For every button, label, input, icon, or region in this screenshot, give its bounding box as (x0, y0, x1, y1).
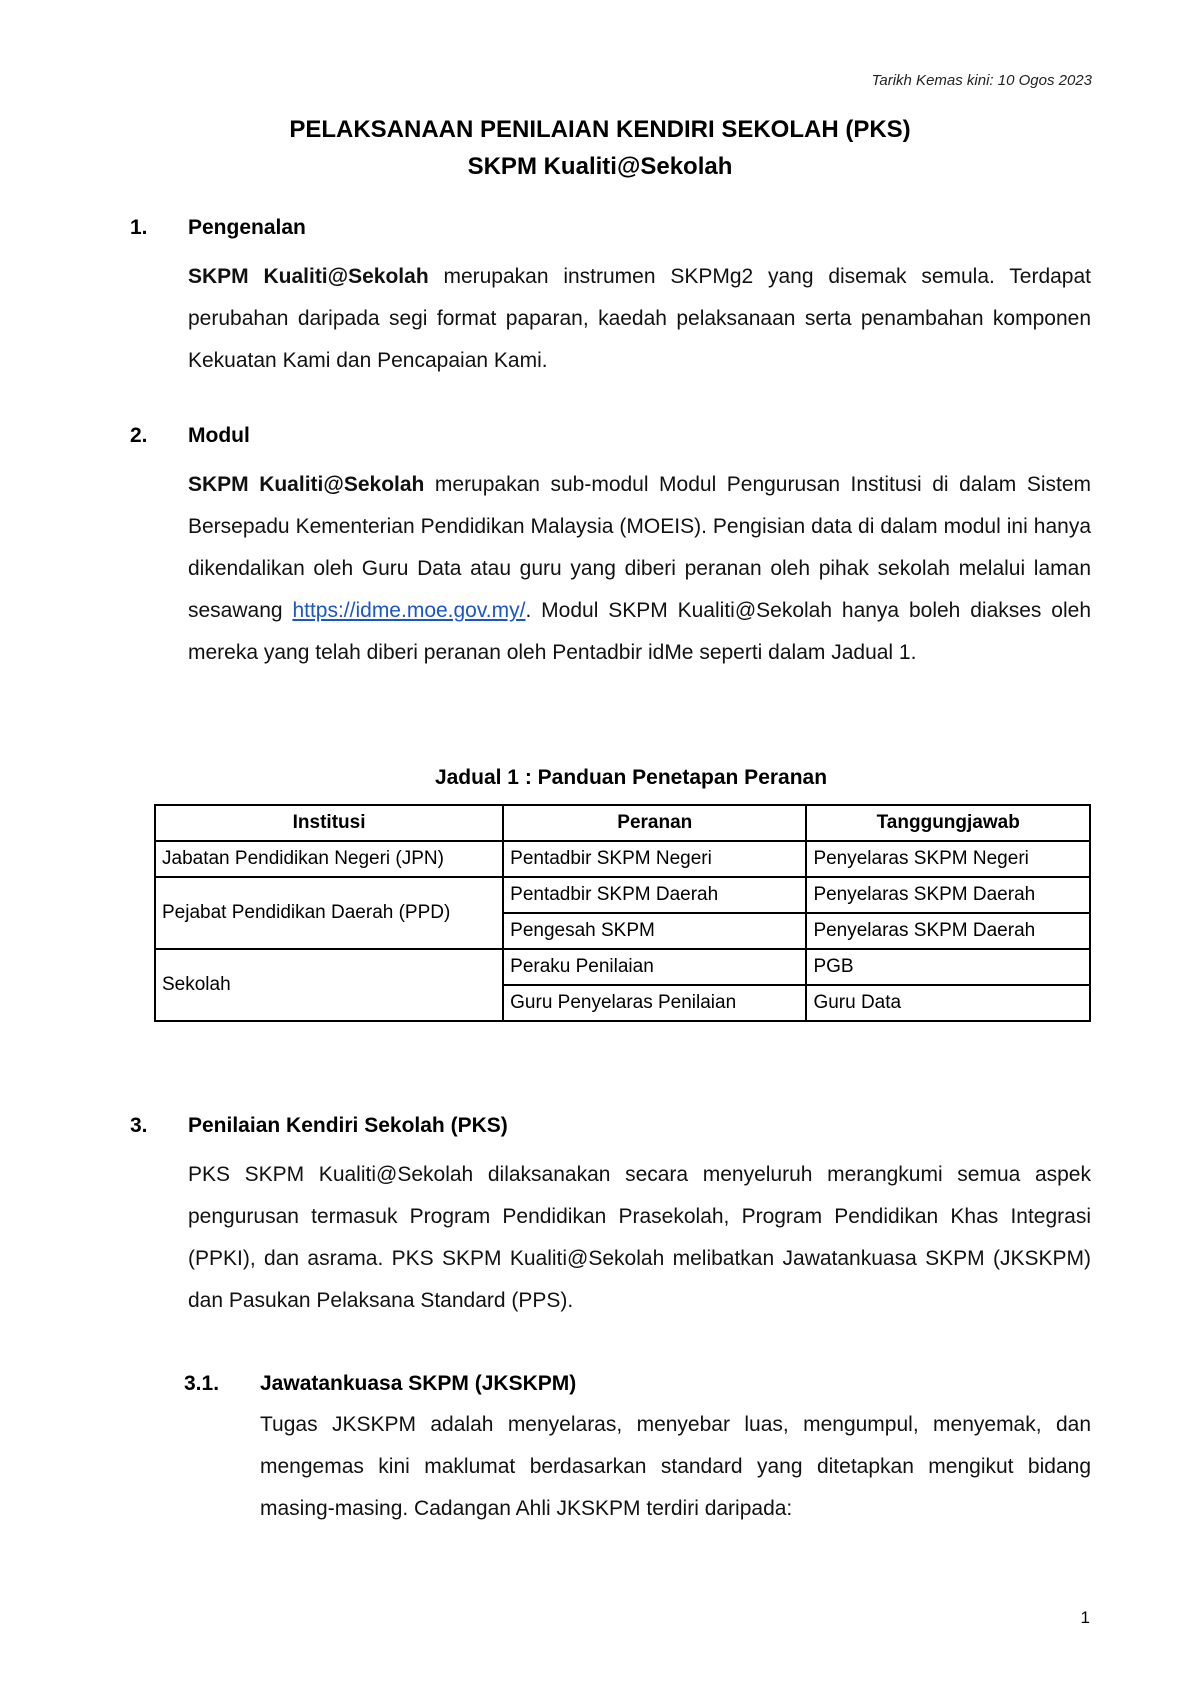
cell-tanggungjawab: Penyelaras SKPM Daerah (806, 913, 1090, 949)
cell-institusi: Sekolah (155, 949, 503, 1021)
section-2-paragraph (188, 464, 1091, 674)
document-subtitle: SKPM Kualiti@Sekolah (467, 153, 733, 180)
section-2-text-after-link: . Modul SKPM Kualiti@Sekolah hanya boleh diakses oleh mereka yang telah diberi peranan oleh Pentadbir idMe seperti dalam Jadual 1. (188, 599, 1091, 664)
table-row (155, 841, 1090, 877)
column-header-institusi: Institusi (155, 805, 503, 841)
section-3-1-paragraph: Tugas JKSKPM adalah menyelaras, menyebar luas, mengumpul, menyemak, dan mengemas kini maklumat berdasarkan standard yang ditetapkan mengikut bidang masing-masing. Cadangan Ahli JKSKPM terdiri daripada: (260, 1413, 1091, 1520)
section-1-number: 1. (130, 216, 148, 239)
cell-peranan: Pentadbir SKPM Daerah (503, 877, 806, 913)
cell-peranan: Pentadbir SKPM Negeri (503, 841, 806, 877)
column-header-peranan: Peranan (503, 805, 806, 841)
cell-tanggungjawab: Penyelaras SKPM Daerah (806, 877, 1090, 913)
table-row (155, 877, 1090, 913)
section-3-heading: Penilaian Kendiri Sekolah (PKS) (188, 1114, 508, 1137)
role-assignment-table (154, 804, 1091, 1022)
cell-peranan: Pengesah SKPM (503, 913, 806, 949)
section-3-1-heading: Jawatankuasa SKPM (JKSKPM) (260, 1372, 577, 1395)
section-1-paragraph (188, 256, 1091, 382)
cell-tanggungjawab: Guru Data (806, 985, 1090, 1021)
section-3-number: 3. (130, 1114, 148, 1137)
section-1-bold-lead: SKPM Kualiti@Sekolah (188, 265, 429, 288)
idme-link[interactable]: https://idme.moe.gov.my/ (292, 599, 526, 622)
document-title: PELAKSANAAN PENILAIAN KENDIRI SEKOLAH (PKS) (289, 116, 911, 143)
table-row (155, 949, 1090, 985)
section-1-text: merupakan instrumen SKPMg2 yang disemak semula. Terdapat perubahan daripada segi format paparan, kaedah pelaksanaan serta penambahan komponen Kekuatan Kami dan Pencapaian Kami. (188, 265, 1091, 372)
section-2-number: 2. (130, 424, 148, 447)
section-2-bold-lead: SKPM Kualiti@Sekolah (188, 473, 425, 496)
cell-institusi: Pejabat Pendidikan Daerah (PPD) (155, 877, 503, 949)
cell-peranan: Guru Penyelaras Penilaian (503, 985, 806, 1021)
section-2-text-before-link: merupakan sub-modul Modul Pengurusan Institusi di dalam Sistem Bersepadu Kementerian Pendidikan Malaysia (MOEIS). Pengisian data di dalam modul ini hanya dikendalikan oleh Guru Data atau guru yang diberi peranan oleh pihak sekolah melalui laman sesawang (188, 473, 1091, 622)
section-2-heading: Modul (188, 424, 250, 447)
cell-institusi: Jabatan Pendidikan Negeri (JPN) (155, 841, 503, 877)
table-header-row (155, 805, 1090, 841)
section-3-paragraph: PKS SKPM Kualiti@Sekolah dilaksanakan secara menyeluruh merangkumi semua aspek pengurusan termasuk Program Pendidikan Prasekolah, Program Pendidikan Khas Integrasi (PPKI), dan asrama. PKS SKPM Kualiti@Sekolah melibatkan Jawatankuasa SKPM (JKSKPM) dan Pasukan Pelaksana Standard (PPS). (188, 1163, 1091, 1312)
cell-tanggungjawab: Penyelaras SKPM Negeri (806, 841, 1090, 877)
cell-peranan: Peraku Penilaian (503, 949, 806, 985)
page-number: 1 (1080, 1608, 1090, 1627)
section-3-1-number: 3.1. (184, 1372, 220, 1395)
column-header-tanggungjawab: Tanggungjawab (806, 805, 1090, 841)
section-1-heading: Pengenalan (188, 216, 306, 239)
last-updated-date: Tarikh Kemas kini: 10 Ogos 2023 (871, 72, 1092, 89)
cell-tanggungjawab: PGB (806, 949, 1090, 985)
table-caption: Jadual 1 : Panduan Penetapan Peranan (434, 766, 828, 789)
